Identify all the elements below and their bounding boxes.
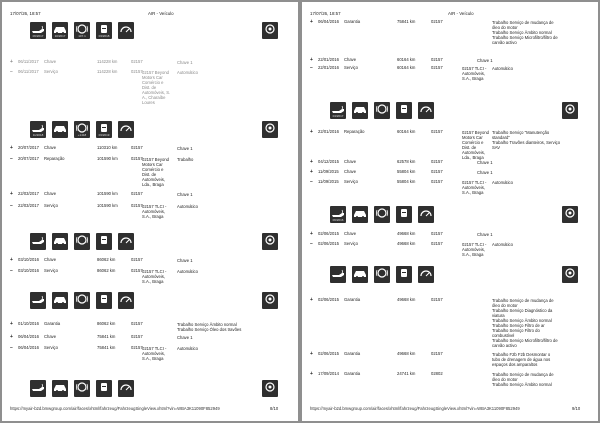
tile-caption: 04/2017 <box>332 114 344 118</box>
gauge-tile <box>118 233 134 250</box>
record-description: Automático <box>492 180 513 185</box>
car-inspection-tile <box>352 266 368 283</box>
record-description: Trabalho Serviço "Manutenção standard" Trabalho Travões dianteiros, Serviço SAV <box>492 130 561 150</box>
record-type: Chave <box>44 334 57 339</box>
record-type: Serviço <box>44 268 58 273</box>
record-date: 22/03/2017 <box>18 203 39 208</box>
gauge-tile <box>118 121 134 138</box>
tile-caption: 06/2017 <box>32 34 44 38</box>
record-description: Trabalho Serviço de mudança de óleo do motor Trabalho Serviço Diagnóstico da viatura Trabalho Serviço Âmbito normal Trabalho Serviço Filtro de ar Trabalho Serviço Filtro do combustível Trabalho Serviço Microfiltro/filtro de carvão activo <box>492 298 558 348</box>
gauge-icon <box>418 206 434 220</box>
record-date: 22/01/2016 <box>318 57 339 62</box>
car-inspection-tile <box>352 102 368 119</box>
record-mileage: 49668 km <box>397 351 416 356</box>
record-mileage: 49668 km <box>397 297 416 302</box>
gauge-icon <box>118 292 134 306</box>
dealer-code: 02157 <box>431 65 443 70</box>
rear-brake-tile <box>562 102 578 119</box>
record-description: Chave 1 <box>477 170 493 175</box>
car-inspection-icon <box>52 380 68 394</box>
service-icon-panel <box>330 266 580 289</box>
dealer-code: 02157 <box>131 59 143 64</box>
dealer-code: 02157 <box>431 169 443 174</box>
record-type: Reparação <box>44 156 65 161</box>
collapse-toggle[interactable]: − <box>10 68 13 75</box>
history-record-row <box>2 202 298 219</box>
record-type: Garantia <box>344 19 361 24</box>
record-date: 11/09/2015 <box>318 179 339 184</box>
car-inspection-tile <box>52 233 68 250</box>
page-footer-number: 9/10 <box>572 406 581 411</box>
record-type: Chave <box>44 59 57 64</box>
history-record-row <box>302 170 598 178</box>
record-mileage: 101590 km <box>97 203 118 208</box>
rear-brake-tile <box>262 380 278 397</box>
record-type: Chave <box>344 231 357 236</box>
record-date: 02/06/2015 <box>318 241 339 246</box>
rear-brake-icon <box>262 22 278 36</box>
record-mileage: 114228 km <box>97 59 118 64</box>
dealer-code: 02157 <box>431 57 443 62</box>
record-mileage: 101590 km <box>97 156 118 161</box>
oil-service-tile <box>330 206 346 223</box>
gauge-icon <box>118 380 134 394</box>
rear-brake-tile <box>262 233 278 250</box>
expand-toggle[interactable]: + <box>10 333 13 340</box>
car-inspection-tile <box>52 22 68 39</box>
collapse-toggle[interactable]: − <box>310 178 313 185</box>
record-mileage: 110310 km <box>97 145 118 150</box>
dealer-code: 02157 <box>431 179 443 184</box>
front-brake-tile <box>374 266 390 283</box>
dealer-code: 02157 <box>131 203 143 208</box>
rear-brake-icon <box>562 266 578 280</box>
tile-caption: 03/2019 <box>98 133 110 137</box>
history-record-row <box>302 18 598 45</box>
gauge-icon <box>418 266 434 280</box>
rear-brake-icon <box>562 102 578 116</box>
brake-fluid-icon <box>396 206 412 220</box>
gauge-tile <box>418 206 434 223</box>
record-date: 22/01/2016 <box>318 129 339 134</box>
brake-fluid-tile <box>96 121 112 138</box>
record-description: Automático <box>177 204 198 209</box>
record-description: Trabalho Serviço Âmbito normal Trabalho Serviço Óleo dos travões <box>177 322 242 332</box>
front-brake-tile <box>374 206 390 223</box>
expand-toggle[interactable]: + <box>310 18 313 25</box>
record-mileage: 86062 km <box>97 321 116 326</box>
dealer-details: 02157 Beyond Motors Car Comércio e Dist. de Automóveis, Lda., Braga <box>142 157 170 187</box>
history-record-row <box>302 232 598 240</box>
car-inspection-tile <box>52 380 68 397</box>
front-brake-icon <box>74 380 90 394</box>
history-record-row <box>302 370 598 387</box>
history-record-row <box>2 258 298 266</box>
dealer-code: 02157 <box>431 231 443 236</box>
dealer-details: 02157 TLCI - Automóveis, S.A., Braga <box>142 346 167 361</box>
collapse-toggle[interactable]: − <box>10 267 13 274</box>
expand-toggle[interactable]: + <box>10 58 13 65</box>
pdf-page-left <box>2 2 298 421</box>
service-icon-panel <box>30 292 280 315</box>
record-mileage: 60164 km <box>397 57 416 62</box>
gauge-icon <box>118 121 134 135</box>
record-type: Garantia <box>344 297 361 302</box>
record-type: Serviço <box>344 65 358 70</box>
record-type: Garantia <box>44 321 61 326</box>
gauge-icon <box>118 22 134 36</box>
gauge-tile <box>118 292 134 309</box>
record-mileage: 114228 km <box>97 69 118 74</box>
record-date: 03/10/2016 <box>18 257 39 262</box>
oil-service-icon <box>30 233 46 247</box>
expand-toggle[interactable]: + <box>310 296 313 303</box>
oil-service-tile <box>330 266 346 283</box>
record-description: Chave 1 <box>177 146 193 151</box>
front-brake-tile <box>74 233 90 250</box>
oil-service-tile <box>30 233 46 250</box>
record-description: Chave 1 <box>177 258 193 263</box>
dealer-details: 02157 Beyond Motors Car Comércio e Dist. de Automóveis, S. A., Charaíbe Loures <box>142 70 171 105</box>
dealer-details: 02157 TLCI - Automóveis, S.A., Braga <box>462 180 487 195</box>
record-mileage: 86062 km <box>97 268 116 273</box>
rear-brake-icon <box>262 380 278 394</box>
front-brake-icon <box>74 233 90 247</box>
car-inspection-icon <box>352 102 368 116</box>
oil-service-tile <box>30 380 46 397</box>
dealer-code: 02802 <box>431 371 443 376</box>
car-inspection-icon <box>352 206 368 220</box>
gauge-icon <box>118 233 134 247</box>
record-description: Chave 1 <box>177 192 193 197</box>
tile-caption: 10/2017 <box>54 34 66 38</box>
expand-toggle[interactable]: + <box>10 190 13 197</box>
front-brake-tile <box>74 292 90 309</box>
collapse-toggle[interactable]: − <box>10 202 13 209</box>
record-mileage: 101590 km <box>97 191 118 196</box>
record-type: Garantia <box>344 351 361 356</box>
dealer-code: 02157 <box>131 145 143 150</box>
collapse-toggle[interactable]: − <box>10 155 13 162</box>
brake-fluid-tile <box>396 206 412 223</box>
record-date: 06/04/2016 <box>18 334 39 339</box>
oil-service-icon <box>330 266 346 280</box>
record-type: Garantia <box>344 371 361 376</box>
brake-fluid-tile <box>96 22 112 39</box>
record-description: Trabalho <box>177 157 194 162</box>
dealer-code: 02157 <box>131 69 143 74</box>
record-date: 01/10/2016 <box>18 321 39 326</box>
expand-toggle[interactable]: + <box>310 230 313 237</box>
service-icon-panel <box>30 121 280 144</box>
expand-toggle[interactable]: + <box>310 370 313 377</box>
dealer-details: 02157 TLCI - Automóveis, S.A., Braga <box>142 204 167 219</box>
record-type: Chave <box>44 145 57 150</box>
dealer-details: 02157 Beyond Motors Car Comércio e Dist. de Automóveis, Lda., Braga <box>462 130 490 160</box>
dealer-code: 02157 <box>131 321 143 326</box>
history-record-row <box>2 192 298 200</box>
history-record-row <box>302 128 598 160</box>
history-record-row <box>302 160 598 168</box>
front-brake-tile <box>74 121 90 138</box>
car-inspection-icon <box>52 233 68 247</box>
rear-brake-tile <box>562 266 578 283</box>
service-icon-panel <box>30 380 280 403</box>
record-date: 17/09/2014 <box>318 371 339 376</box>
dealer-code: 02157 <box>431 129 443 134</box>
brake-fluid-icon <box>396 266 412 280</box>
tile-caption: 11/2018 <box>32 133 44 137</box>
car-inspection-icon <box>52 121 68 135</box>
record-description: Trabalho Serviço de mudança de óleo do motor Trabalho Serviço Âmbito normal Trabalho Serviço Microfiltro/filtro de carvão activo <box>492 20 558 45</box>
record-description: Chave 1 <box>177 60 193 65</box>
oil-service-tile <box>30 22 46 39</box>
service-icon-panel <box>330 206 580 229</box>
oil-service-icon <box>30 380 46 394</box>
gauge-icon <box>418 102 434 116</box>
record-type: Serviço <box>44 345 58 350</box>
collapse-toggle[interactable]: − <box>10 344 13 351</box>
history-record-row <box>2 68 298 105</box>
history-record-row <box>302 350 598 367</box>
tile-caption: 03/2018 <box>98 34 110 38</box>
tile-caption: +1418 <box>77 133 87 137</box>
car-inspection-icon <box>352 266 368 280</box>
expand-toggle[interactable]: + <box>10 320 13 327</box>
record-mileage: 86062 km <box>97 257 116 262</box>
record-mileage: 62578 km <box>397 159 416 164</box>
dealer-details: 02157 TLCI - Automóveis, S.A., Braga <box>142 269 167 284</box>
record-date: 06/04/2016 <box>318 19 339 24</box>
front-brake-icon <box>74 292 90 306</box>
gauge-tile <box>418 102 434 119</box>
pdf-page-right <box>302 2 598 421</box>
brake-fluid-tile <box>96 292 112 309</box>
record-type: Chave <box>44 257 57 262</box>
history-record-row <box>2 335 298 343</box>
record-description: Trabalho Serviço de mudança de óleo do motor Trabalho Serviço Âmbito normal <box>492 372 554 387</box>
record-description: Chave 1 <box>477 58 493 63</box>
record-description: Chave 1 <box>477 232 493 237</box>
expand-toggle[interactable]: + <box>10 144 13 151</box>
brake-fluid-icon <box>396 102 412 116</box>
record-date: 11/09/2015 <box>318 169 339 174</box>
dealer-code: 02157 <box>131 268 143 273</box>
record-type: Chave <box>344 57 357 62</box>
service-icon-panel <box>330 102 580 125</box>
expand-toggle[interactable]: + <box>310 168 313 175</box>
record-description: Chave 1 <box>477 160 493 165</box>
rear-brake-icon <box>262 292 278 306</box>
tile-caption: 06/2016 <box>332 218 344 222</box>
record-date: 06/11/2017 <box>18 69 39 74</box>
record-mileage: 55804 km <box>397 169 416 174</box>
dealer-code: 02157 <box>131 257 143 262</box>
page-header-title: AIR - Veículo <box>448 11 474 16</box>
history-record-row <box>2 322 298 330</box>
history-record-row <box>2 60 298 68</box>
record-type: Serviço <box>344 241 358 246</box>
record-description: Automático <box>177 269 198 274</box>
record-type: Chave <box>44 191 57 196</box>
record-date: 02/06/2015 <box>318 297 339 302</box>
record-mileage: 24741 km <box>397 371 416 376</box>
record-description: Automático <box>177 70 198 75</box>
expand-toggle[interactable]: + <box>10 256 13 263</box>
front-brake-icon <box>374 266 390 280</box>
brake-fluid-tile <box>396 102 412 119</box>
oil-service-tile <box>30 121 46 138</box>
record-mileage: 49668 km <box>397 241 416 246</box>
dealer-code: 02157 <box>431 159 443 164</box>
record-mileage: 60164 km <box>397 129 416 134</box>
history-record-row <box>2 267 298 284</box>
record-mileage: 75841 km <box>97 345 116 350</box>
car-inspection-tile <box>52 292 68 309</box>
brake-fluid-tile <box>396 266 412 283</box>
dealer-code: 02157 <box>431 297 443 302</box>
record-type: Chave <box>344 169 357 174</box>
page-footer-url[interactable]: https://myair-b2d.bmwgroup.com/air/faces/xhtml/fahrzeug/FahrzeugSingleView.xhtml?vin=WBA3K11090F852949 <box>310 406 520 411</box>
service-icon-panel <box>30 233 280 256</box>
history-record-row <box>2 344 298 361</box>
collapse-toggle[interactable]: − <box>310 64 313 71</box>
rear-brake-icon <box>562 206 578 220</box>
rear-brake-tile <box>262 121 278 138</box>
brake-fluid-tile <box>96 380 112 397</box>
expand-toggle[interactable]: + <box>310 158 313 165</box>
record-mileage: 55804 km <box>397 179 416 184</box>
record-type: Serviço <box>344 179 358 184</box>
rear-brake-icon <box>262 121 278 135</box>
front-brake-icon <box>374 102 390 116</box>
record-date: 04/12/2015 <box>318 159 339 164</box>
record-type: Serviço <box>44 69 58 74</box>
record-type: Reparação <box>344 129 365 134</box>
front-brake-tile <box>74 22 90 39</box>
page-footer-url[interactable]: https://myair-b2d.bmwgroup.com/air/faces/xhtml/fahrzeug/FahrzeugSingleView.xhtml?vin=WBA3K11090F852949 <box>10 406 220 411</box>
dealer-code: 02157 <box>431 19 443 24</box>
car-inspection-tile <box>52 121 68 138</box>
page-footer-number: 8/10 <box>270 406 279 411</box>
brake-fluid-icon <box>96 380 112 394</box>
history-record-row <box>2 146 298 154</box>
dealer-code: 02157 <box>131 156 143 161</box>
tile-caption: 107.1 <box>78 34 86 38</box>
expand-toggle[interactable]: + <box>310 350 313 357</box>
record-date: 02/06/2015 <box>318 351 339 356</box>
oil-service-icon <box>30 292 46 306</box>
brake-fluid-icon <box>96 233 112 247</box>
car-inspection-icon <box>52 292 68 306</box>
gauge-tile <box>118 22 134 39</box>
history-record-row <box>2 155 298 187</box>
history-record-row <box>302 178 598 195</box>
expand-toggle[interactable]: + <box>310 56 313 63</box>
dealer-code: 02157 <box>131 345 143 350</box>
rear-brake-icon <box>262 233 278 247</box>
rear-brake-tile <box>562 206 578 223</box>
history-record-row <box>302 64 598 81</box>
page-header-datetime: 17/07/26, 18:57 <box>10 11 41 16</box>
record-mileage: 60164 km <box>397 65 416 70</box>
record-type: Chave <box>344 159 357 164</box>
record-date: 06/11/2017 <box>18 59 39 64</box>
dealer-code: 02157 <box>131 334 143 339</box>
front-brake-tile <box>74 380 90 397</box>
dealer-details: 02157 TLCI - Automóveis, S.A., Braga <box>462 66 487 81</box>
record-mileage: 75841 km <box>97 334 116 339</box>
rear-brake-tile <box>262 292 278 309</box>
brake-fluid-tile <box>96 233 112 250</box>
record-date: 03/10/2016 <box>18 268 39 273</box>
page-header-datetime: 17/07/26, 18:57 <box>310 11 341 16</box>
record-date: 02/06/2015 <box>318 231 339 236</box>
record-date: 06/04/2016 <box>18 345 39 350</box>
dealer-details: 02157 TLCI - Automóveis, S.A., Braga <box>462 242 487 257</box>
record-description: Automático <box>492 66 513 71</box>
record-description: Automático <box>177 346 198 351</box>
expand-toggle[interactable]: + <box>310 128 313 135</box>
record-date: 20/07/2017 <box>18 145 39 150</box>
record-type: Serviço <box>44 203 58 208</box>
dealer-code: 02157 <box>131 191 143 196</box>
gauge-tile <box>418 266 434 283</box>
record-date: 20/07/2017 <box>18 156 39 161</box>
record-description: Automático <box>492 242 513 247</box>
service-icon-panel <box>30 22 280 45</box>
record-mileage: 49668 km <box>397 231 416 236</box>
page-header-title: AIR - Veículo <box>148 11 174 16</box>
brake-fluid-icon <box>96 292 112 306</box>
record-description: Trabalho F2b F2b Desmontar o tubo de drenagem de água nos espaços dos amparaltos <box>492 352 551 367</box>
history-record-row <box>302 240 598 257</box>
record-mileage: 75841 km <box>397 19 416 24</box>
record-date: 22/01/2016 <box>318 65 339 70</box>
history-record-row <box>302 296 598 348</box>
dealer-code: 02157 <box>431 351 443 356</box>
rear-brake-tile <box>262 22 278 39</box>
oil-service-tile <box>30 292 46 309</box>
front-brake-icon <box>374 206 390 220</box>
collapse-toggle[interactable]: − <box>310 240 313 247</box>
record-date: 22/03/2017 <box>18 191 39 196</box>
gauge-tile <box>118 380 134 397</box>
car-inspection-tile <box>352 206 368 223</box>
oil-service-tile <box>330 102 346 119</box>
dealer-code: 02157 <box>431 241 443 246</box>
record-description: Chave 1 <box>177 335 193 340</box>
front-brake-tile <box>374 102 390 119</box>
